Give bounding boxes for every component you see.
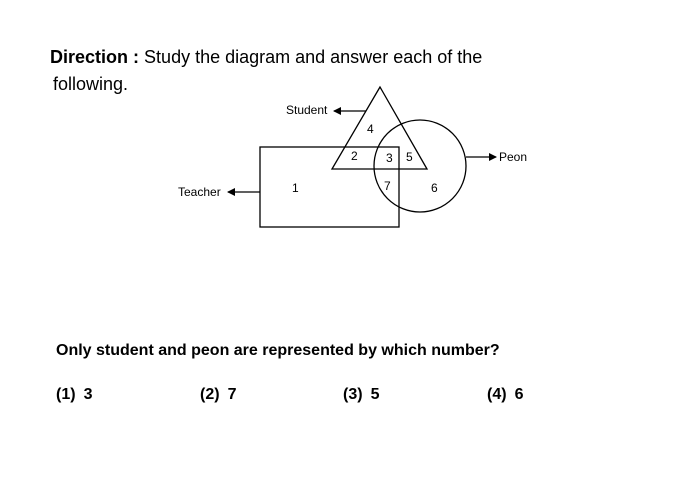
- peon-label: Peon: [499, 150, 528, 164]
- student-triangle: [332, 87, 427, 169]
- option-1[interactable]: [56, 386, 92, 404]
- option-4[interactable]: [487, 386, 523, 404]
- direction-text-line1: Study the diagram and answer each of the: [144, 47, 483, 67]
- option-3[interactable]: [343, 386, 379, 404]
- student-label: Student: [286, 103, 328, 117]
- option-3-value: 5: [370, 386, 380, 403]
- option-2-value: 7: [227, 386, 237, 403]
- region-number-3: 3: [386, 151, 393, 165]
- option-2-number: (2): [200, 386, 220, 403]
- region-number-4: 4: [367, 122, 374, 136]
- region-number-2: 2: [351, 149, 358, 163]
- region-number-1: 1: [292, 181, 299, 195]
- region-number-7: 7: [384, 179, 391, 193]
- option-3-number: (3): [343, 386, 363, 403]
- peon-circle: [374, 120, 466, 212]
- region-number-6: 6: [431, 181, 438, 195]
- region-number-5: 5: [406, 150, 413, 164]
- option-2[interactable]: [200, 386, 236, 404]
- option-4-number: (4): [487, 386, 507, 403]
- direction-separator: :: [133, 47, 140, 67]
- teacher-label: Teacher: [178, 185, 221, 199]
- direction-text-line2: following.: [53, 74, 129, 94]
- option-1-number: (1): [56, 386, 76, 403]
- direction-label: Direction: [50, 47, 129, 67]
- option-4-value: 6: [514, 386, 524, 403]
- teacher-rectangle: [260, 147, 399, 227]
- option-1-value: 3: [83, 386, 93, 403]
- question-text: Only student and peon are represented by which number?: [56, 342, 500, 359]
